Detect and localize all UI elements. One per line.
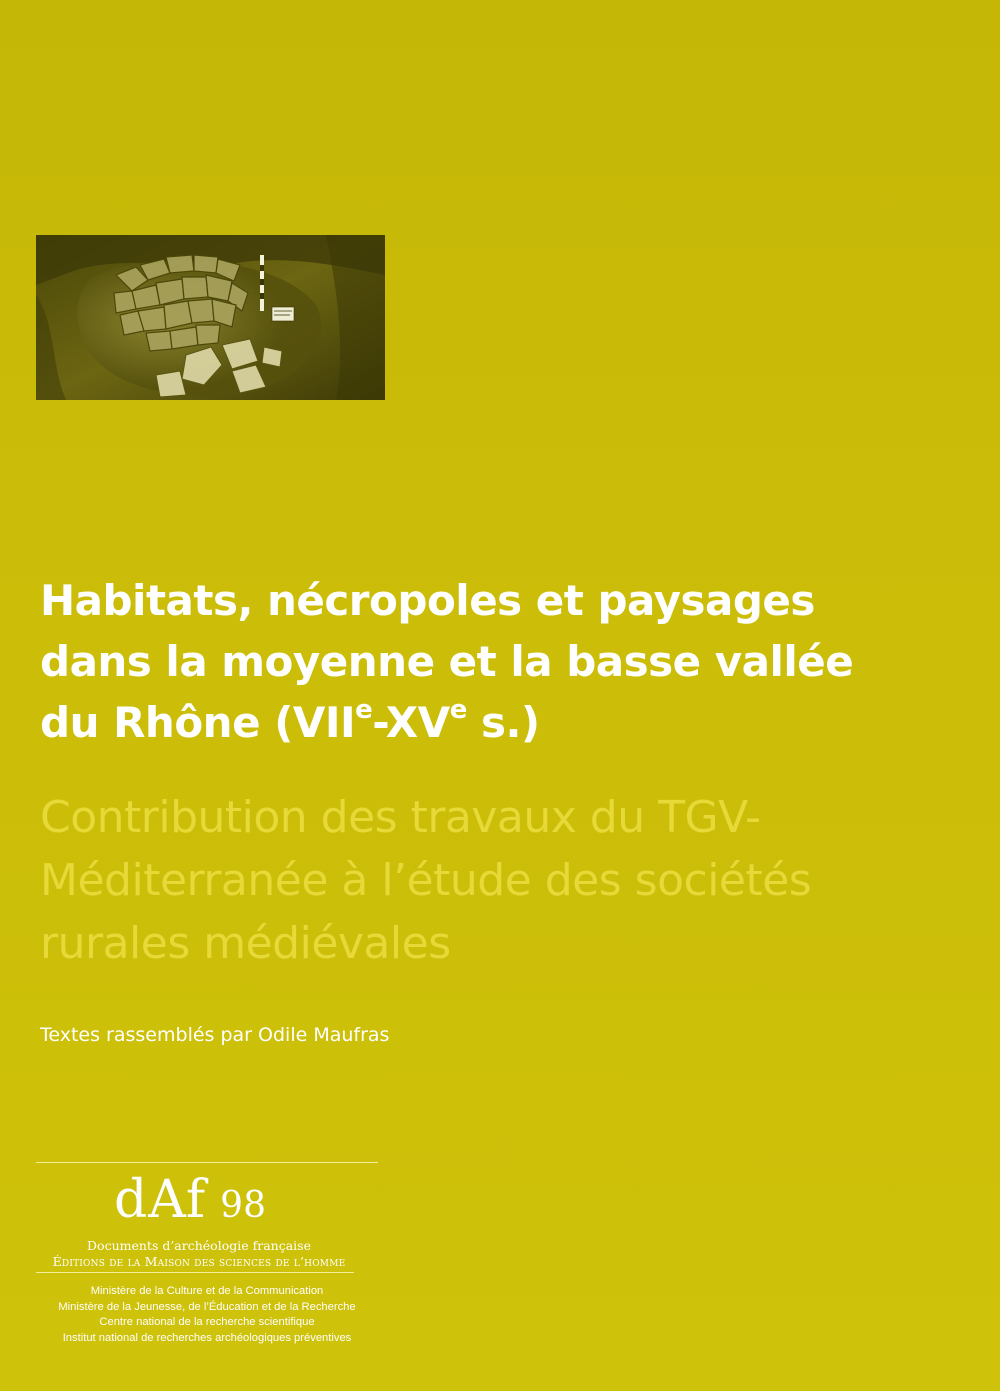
title-line-1: Habitats, nécropoles et paysages: [40, 576, 815, 625]
subtitle-line-1: Contribution des travaux du TGV-: [40, 792, 761, 843]
title-line-3-start: du Rhône (VII: [40, 698, 356, 747]
title-superscript-1: e: [355, 695, 373, 725]
divider-bottom: [36, 1272, 354, 1273]
title-line-3-end: s.): [466, 698, 540, 747]
institution-item: Ministère de la Jeunesse, de l’Éducation et de la Recherche: [58, 1300, 356, 1313]
divider-top: [36, 1162, 378, 1163]
excavation-photo: [36, 235, 385, 400]
series-name: Documents d’archéologie française: [87, 1238, 311, 1253]
institution-item: Centre national de la recherche scientifique: [99, 1316, 315, 1328]
institution-item: Ministère de la Culture et de la Communication: [90, 1285, 324, 1297]
publisher-logo: [114, 1168, 266, 1232]
book-subtitle: [40, 786, 980, 975]
subtitle-line-2: Méditerranée à l’étude des sociétés: [40, 855, 812, 906]
title-line-3-middle: -XV: [372, 698, 450, 747]
logo-mark: dAf: [114, 1170, 207, 1230]
institution-item: Institut national de recherches archéologiques préventives: [62, 1331, 352, 1344]
publisher-name: Éditions de la Maison des sciences de l’homme: [52, 1254, 346, 1269]
title-line-3: [40, 692, 980, 753]
volume-number: 98: [220, 1185, 266, 1226]
institutions-list: [36, 1284, 378, 1346]
book-title: [40, 570, 980, 753]
title-line-2: dans la moyenne et la basse vallée: [40, 637, 854, 686]
subtitle-line-3: rurales médiévales: [40, 918, 451, 969]
title-superscript-2: e: [449, 695, 467, 725]
excavation-photo-icon: [36, 235, 385, 400]
editor-credit: Textes rassemblés par Odile Maufras: [40, 1024, 390, 1046]
